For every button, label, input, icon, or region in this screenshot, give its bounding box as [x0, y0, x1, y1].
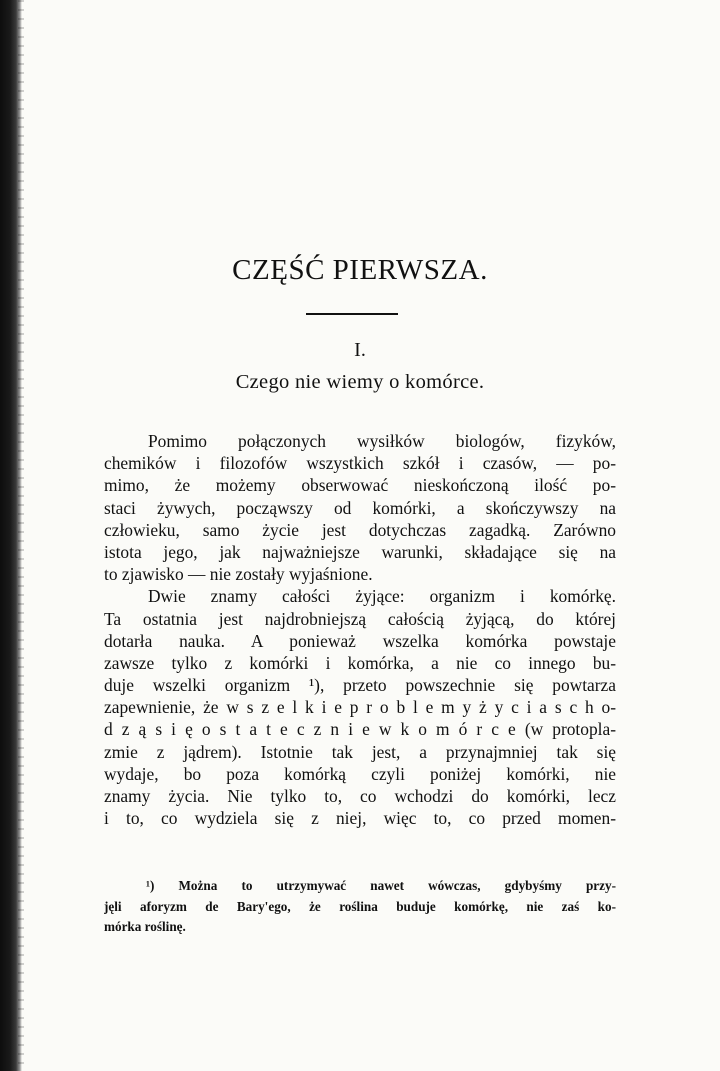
text-line: to zjawisko — nie zostały wyjaśnione.: [104, 564, 373, 585]
text-line: duje wszelki organizm ¹), przeto powszechnie się powtarza: [104, 675, 616, 696]
text-line: Ta ostatnia jest najdrobniejszą całością żyjącą, do której: [104, 608, 616, 629]
text-line: staci żywych, począwszy od komórki, a skończywszy na: [104, 497, 616, 518]
footnote: [104, 876, 616, 938]
text-line: i to, co wydziela się z niej, więc to, co przed momen-: [104, 808, 616, 829]
text-line: wydaje, bo poza komórką czyli poniżej komórki, nie: [104, 763, 616, 784]
text-line: mimo, że możemy obserwować nieskończoną ilość po-: [104, 475, 616, 496]
text-line: człowieku, samo życie jest dotychczas zagadką. Zarówno: [104, 519, 616, 540]
text-line: istota jego, jak najważniejsze warunki, składające się na: [104, 541, 616, 562]
footnote-line: ¹) Można to utrzymywać nawet wówczas, gdybyśmy przy-: [146, 878, 616, 893]
text-line: Pomimo połączonych wysiłków biologów, fizyków,: [148, 431, 616, 451]
text-line: chemików i filozofów wszystkich szkół i czasów, — po-: [104, 453, 616, 474]
text-line: zawsze tylko z komórki i komórka, a nie co innego bu-: [104, 652, 616, 673]
page-binding-shadow: [18, 0, 24, 1071]
text-line: dotarła nauka. A ponieważ wszelka komórka powstaje: [104, 630, 616, 651]
footnote-line: jęli aforyzm de Bary'ego, że roślina buduje komórkę, nie zaś ko-: [104, 898, 616, 914]
text-line: znamy życia. Nie tylko to, co wchodzi do komórki, lecz: [104, 786, 616, 806]
footnote-line: mórka roślinę.: [104, 919, 186, 934]
title-divider: [306, 313, 398, 315]
body-text: [104, 430, 616, 829]
chapter-title: Czego nie wiemy o komórce.: [235, 371, 485, 393]
text-line: zmie z jądrem). Istotnie tak jest, a przynajmniej tak się: [104, 741, 616, 762]
part-title: CZĘŚĆ PIERWSZA.: [232, 254, 488, 286]
text-line: d z ą s i ę o s t a t e c z n i e w k o m ó r c e (w protopla-: [104, 719, 616, 740]
text-line: zapewnienie, że w s z e l k i e p r o b l e m y ż y c i a s c h o-: [104, 697, 616, 718]
text-line: Dwie znamy całości żyjące: organizm i komórkę.: [148, 586, 616, 607]
chapter-number: I.: [354, 339, 366, 361]
